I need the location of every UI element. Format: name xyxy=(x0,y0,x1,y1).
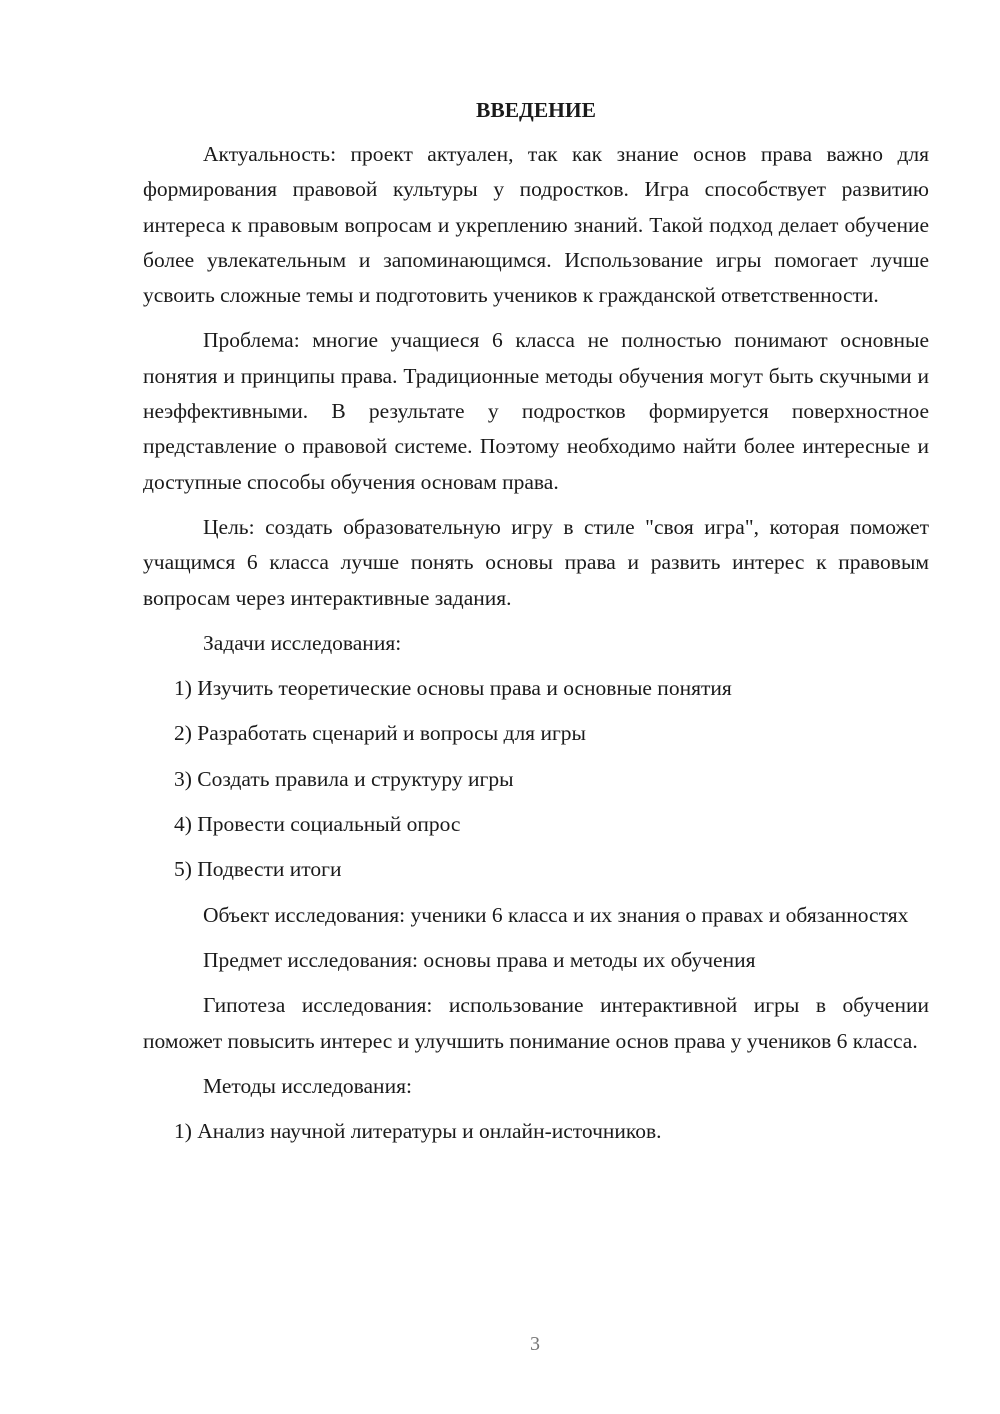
hypothesis-paragraph: Гипотеза исследования: использование интерактивной игры в обучении поможет повысить интерес и улучшить понимание основ права у учеников 6 класса. xyxy=(143,993,929,1053)
tasks-heading: Задачи исследования: xyxy=(203,630,402,655)
task-item-3: 3) Создать правила и структуру игры xyxy=(174,766,514,791)
subject-paragraph: Предмет исследования: основы права и методы их обучения xyxy=(203,947,756,972)
task-item-5: 5) Подвести итоги xyxy=(174,857,342,882)
task-item-4: 4) Провести социальный опрос xyxy=(174,812,461,837)
object-paragraph: Объект исследования: ученики 6 класса и их знания о правах и обязанностях xyxy=(203,902,909,927)
task-item-1: 1) Изучить теоретические основы права и основные понятия xyxy=(174,676,732,701)
goal-paragraph: Цель: создать образовательную игру в стиле "своя игра", которая поможет учащимся 6 класса лучше понять основы права и развить интерес к правовым вопросам через интерактивные задания. xyxy=(143,514,929,610)
relevance-paragraph: Актуальность: проект актуален, так как знание основ права важно для формирования правовой культуры у подростков. Игра способствует развитию интереса к правовым вопросам и укреплению знаний. Такой подход делает обучение более увлекательным и запоминающимся. Использование игры помогает лучше усвоить сложные темы и подготовить учеников к гражданской ответственности. xyxy=(143,142,929,308)
page-number: 3 xyxy=(530,1333,540,1355)
task-item-2: 2) Разработать сценарий и вопросы для игры xyxy=(174,721,586,746)
problem-paragraph: Проблема: многие учащиеся 6 класса не полностью понимают основные понятия и принципы права. Традиционные методы обучения могут быть скучными и неэффективными. В результате у подростков формируется поверхностное представление о правовой системе. Поэтому необходимо найти более интересные и доступные способы обучения основам права. xyxy=(143,328,929,494)
method-item-1: 1) Анализ научной литературы и онлайн-источников. xyxy=(174,1119,662,1144)
document-page xyxy=(143,95,929,1159)
section-title: ВВЕДЕНИЕ xyxy=(476,98,596,122)
methods-heading: Методы исследования: xyxy=(203,1073,412,1098)
